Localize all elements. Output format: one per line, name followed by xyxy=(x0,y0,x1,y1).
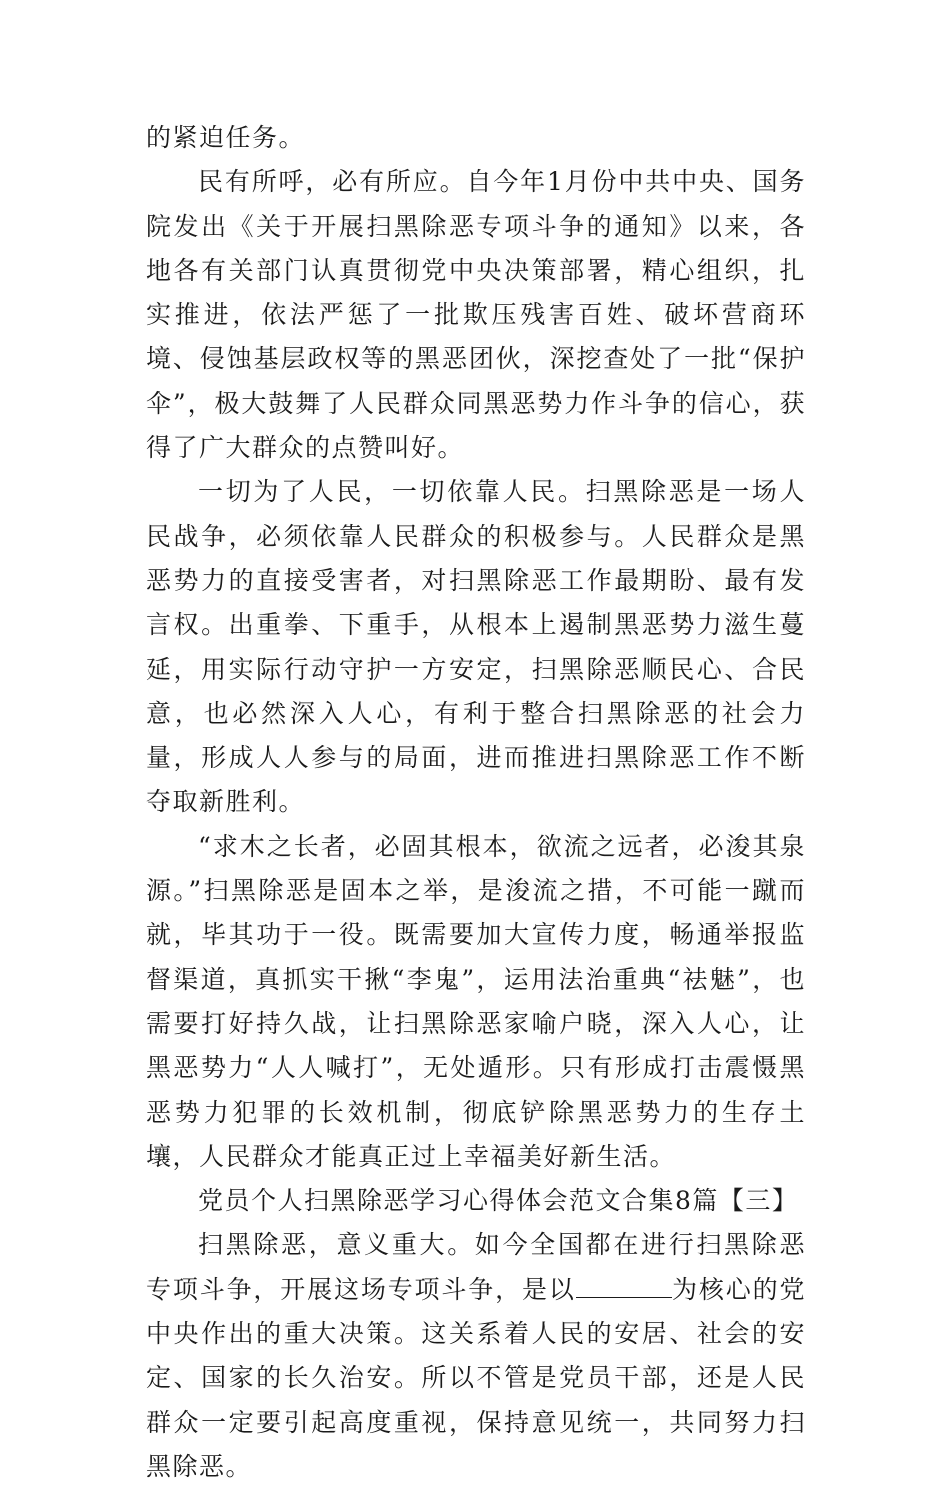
paragraph-public-demand: 民有所呼，必有所应。自今年1月份中共中央、国务院发出《关于开展扫黑除恶专项斗争的通知》以来，各地各有关部门认真贯彻党中央决策部署，精心组织，扎实推进，依法严惩了一批欺压残害百姓、破坏营商环境、侵蚀基层政权等的黑恶团伙，深挖查处了一批“保护伞”，极大鼓舞了人民群众同黑恶势力作斗争的信心，获得了广大群众的点赞叫好。 xyxy=(146,167,806,463)
paragraph-continuation: 的紧迫任务。 xyxy=(146,123,306,152)
paragraph-significance xyxy=(146,1223,806,1489)
paragraph-significance-part1: 扫黑除恶，意义重大。如今全国都在进行扫黑除恶专项斗争，开展这场专项斗争，是以 xyxy=(146,1230,806,1304)
paragraph-root-and-source: “求木之长者，必固其根本，欲流之远者，必浚其泉源。”扫黑除恶是固本之举，是浚流之措，不可能一蹴而就，毕其功于一役。既需要加大宣传力度，畅通举报监督渠道，真抓实干揪“李鬼”，运用法治重典“祛魅”，也需要打好持久战，让扫黑除恶家喻户晓，深入人心，让黑恶势力“人人喊打”，无处遁形。只有形成打击震慑黑恶势力犯罪的长效机制，彻底铲除黑恶势力的生存土壤，人民群众才能真正过上幸福美好新生活。 xyxy=(146,831,806,1171)
fill-in-blank xyxy=(576,1277,672,1298)
document-body xyxy=(146,116,806,1489)
section-heading: 党员个人扫黑除恶学习心得体会范文合集8篇【三】 xyxy=(198,1186,799,1216)
paragraph-significance-part2: 为核心的党中央作出的重大决策。这关系着人民的安居、社会的安定、国家的长久治安。所以不管是党员干部，还是人民群众一定要引起高度重视，保持意见统一，共同努力扫黑除恶。 xyxy=(146,1274,806,1481)
paragraph-for-the-people: 一切为了人民，一切依靠人民。扫黑除恶是一场人民战争，必须依靠人民群众的积极参与。人民群众是黑恶势力的直接受害者，对扫黑除恶工作最期盼、最有发言权。出重拳、下重手，从根本上遏制黑恶势力滋生蔓延，用实际行动守护一方安定，扫黑除恶顺民心、合民意，也必然深入人心，有利于整合扫黑除恶的社会力量，形成人人参与的局面，进而推进扫黑除恶工作不断夺取新胜利。 xyxy=(146,477,806,817)
